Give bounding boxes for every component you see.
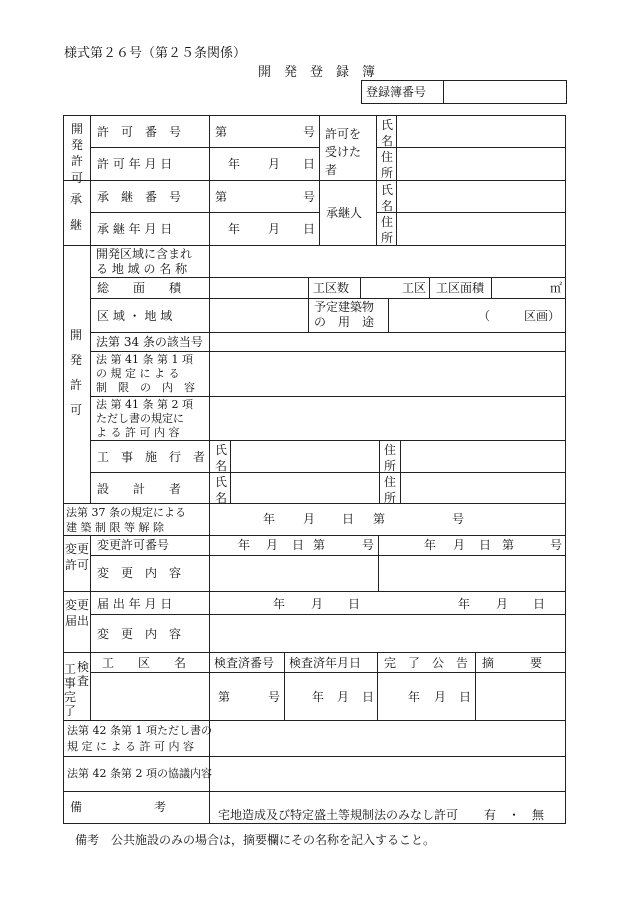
cp-col1-prefix: 第 xyxy=(313,538,326,552)
dev-side-4: 可 xyxy=(70,403,83,417)
zone-unit: 工区 xyxy=(402,281,427,295)
district-label: 区 域 ・ 地 域 xyxy=(97,309,173,323)
art37-day: 日 xyxy=(342,512,355,526)
deemed-permit-options: 有 ・ 無 xyxy=(484,808,545,822)
designer-address-label: 住 所 xyxy=(383,475,396,506)
cn-col1-day: 日 xyxy=(348,597,361,611)
art42-1-label: 法第 42 条第 1 項ただし書の 規 定 に よ る 許 可 内 容 xyxy=(67,724,212,753)
art37-suffix: 号 xyxy=(452,512,465,526)
sqm-unit: ㎡ xyxy=(550,281,563,295)
permit-number-suffix: 号 xyxy=(303,125,316,139)
successor-address-label: 住 所 xyxy=(380,215,393,246)
successor-label: 承継人 xyxy=(326,206,363,220)
permit-number-label: 許 可 番 号 xyxy=(97,125,182,139)
designer-label: 設 計 者 xyxy=(97,482,182,496)
permit-number-prefix: 第 xyxy=(215,125,228,139)
completion-notice-label: 完 了 公 告 xyxy=(384,656,469,670)
cp-col2-year: 年 xyxy=(424,538,437,552)
register-number-label: 登録簿番号 xyxy=(366,85,427,99)
change-permit-number-label: 変更許可番号 xyxy=(97,538,170,552)
total-area-label: 総 面 積 xyxy=(97,281,182,295)
cp-col2-month: 月 xyxy=(453,538,466,552)
building-paren-close: 区画） xyxy=(524,309,561,323)
num-zones-label: 工区数 xyxy=(313,281,350,295)
cn-col2-month: 月 xyxy=(496,597,509,611)
change-permit-content-label: 変 更 内 容 xyxy=(97,566,182,580)
change-permit-side: 変更 許可 xyxy=(65,542,90,573)
notice-month: 月 xyxy=(434,690,447,704)
cp-col1-day: 日 xyxy=(292,538,305,552)
footnote: 備考 公共施設のみの場合は，摘要欄にその名称を記入すること。 xyxy=(75,833,436,847)
notice-day: 日 xyxy=(459,690,472,704)
inspection-year: 年 xyxy=(312,690,325,704)
succession-month: 月 xyxy=(268,222,281,236)
art37-label: 法第 37 条の規定による 建 築 制 限 等 解 除 xyxy=(66,506,186,534)
permit-side-label: 開発 許可 xyxy=(70,122,83,185)
cp-col1-suffix: 号 xyxy=(362,538,375,552)
recipient-address-label: 住 所 xyxy=(380,150,393,181)
art41-1-label: 法 第 41 条 第 1 項 の 規 定 に よ る 制 限 の 内 容 xyxy=(96,353,195,394)
page-title: 開 発 登 録 簿 xyxy=(258,65,376,80)
completion-side-label-right: 検 査 xyxy=(76,660,89,688)
change-notice-content-label: 変 更 内 容 xyxy=(97,627,182,641)
succession-day: 日 xyxy=(303,222,316,236)
permit-year: 年 xyxy=(228,157,241,171)
cp-col1-month: 月 xyxy=(266,538,279,552)
deemed-permit-label: 宅地造成及び特定盛土等規制法のみなし許可 xyxy=(218,808,459,822)
cp-col2-prefix: 第 xyxy=(502,538,515,552)
art41-2-label: 法 第 41 条 第 2 項 ただし書の規定に よ る 許 可 内 容 xyxy=(96,398,193,439)
permit-date-label: 許 可 年 月 日 xyxy=(97,157,173,171)
zone-area-label: 工区面積 xyxy=(436,281,485,295)
succession-side-1: 承 xyxy=(70,192,83,206)
recipient-label: 許可を 受けた 者 xyxy=(325,127,362,177)
change-notice-side: 変更 届出 xyxy=(65,598,90,629)
planned-building-label: 予定建築物 の 用 途 xyxy=(314,300,375,329)
successor-name-label: 氏 名 xyxy=(380,183,393,214)
art42-2-label: 法第 42 条第 2 項の協議内容 xyxy=(67,767,212,780)
area-names-label: 開発区域に含まれ る 地 域 の 名 称 xyxy=(96,247,193,276)
recipient-name-label: 氏 名 xyxy=(380,118,393,149)
cn-col1-year: 年 xyxy=(273,597,286,611)
succession-number-prefix: 第 xyxy=(215,190,228,204)
succession-year: 年 xyxy=(228,222,241,236)
succession-number-label: 承 継 番 号 xyxy=(97,190,182,204)
remarks-label: 備 考 xyxy=(70,800,167,814)
permit-day: 日 xyxy=(303,157,316,171)
dev-side-1: 開 xyxy=(70,328,83,342)
cp-col2-suffix: 号 xyxy=(550,538,563,552)
cp-col2-day: 日 xyxy=(479,538,492,552)
inspection-prefix: 第 xyxy=(218,690,231,704)
cp-col1-year: 年 xyxy=(238,538,251,552)
contractor-label: 工 事 施 行 者 xyxy=(97,450,206,464)
succession-side-2: 継 xyxy=(70,218,83,232)
dev-side-2: 発 xyxy=(70,353,83,367)
inspection-day: 日 xyxy=(362,690,375,704)
building-paren-open: （ xyxy=(478,309,491,323)
form-number: 様式第２６号（第２５条関係） xyxy=(64,46,247,61)
completion-side-label: 工 事 完 了 xyxy=(63,662,76,718)
designer-name-label: 氏 名 xyxy=(214,475,227,506)
succession-number-suffix: 号 xyxy=(303,190,316,204)
completion-zone-label: 工 区 名 xyxy=(102,656,187,670)
art37-year: 年 xyxy=(263,512,276,526)
contractor-address-label: 住 所 xyxy=(383,443,396,474)
cn-col2-year: 年 xyxy=(458,597,471,611)
notice-year: 年 xyxy=(408,690,421,704)
inspection-suffix: 号 xyxy=(268,690,281,704)
change-notice-date-label: 届 出 年 月 日 xyxy=(97,597,173,611)
cn-col2-day: 日 xyxy=(533,597,546,611)
art37-month: 月 xyxy=(303,512,316,526)
permit-month: 月 xyxy=(268,157,281,171)
contractor-name-label: 氏 名 xyxy=(214,443,227,474)
inspection-date-label: 検査済年月日 xyxy=(289,656,362,670)
art37-prefix: 第 xyxy=(373,512,386,526)
inspection-number-label: 検査済番号 xyxy=(214,656,275,670)
inspection-month: 月 xyxy=(337,690,350,704)
succession-date-label: 承 継 年 月 日 xyxy=(97,222,173,236)
dev-side-3: 許 xyxy=(70,378,83,392)
art34-label: 法第 34 条の該当号 xyxy=(96,335,203,349)
cn-col1-month: 月 xyxy=(311,597,324,611)
summary-label: 摘 要 xyxy=(482,656,543,670)
